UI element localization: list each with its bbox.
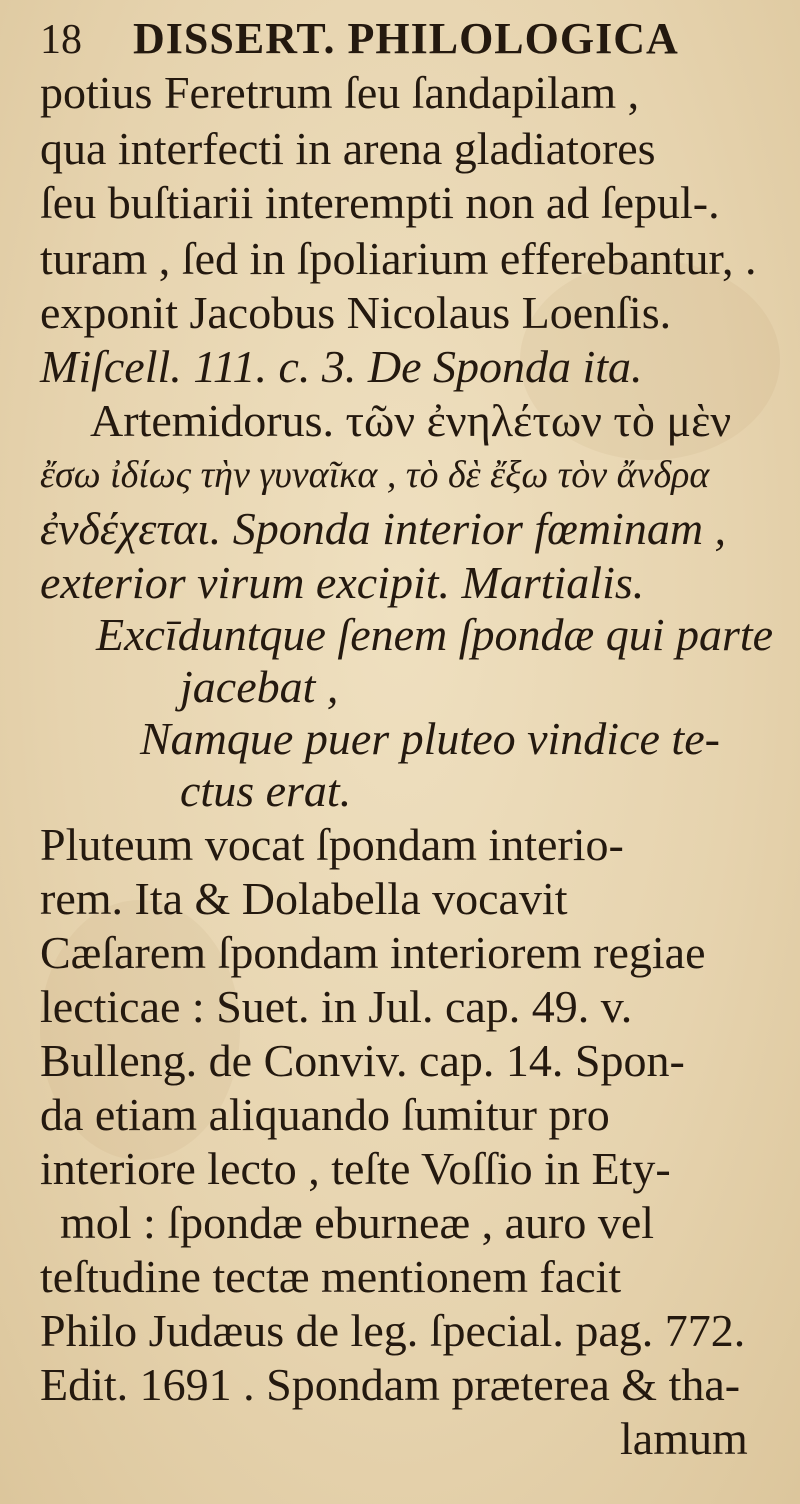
text-line: Miſcell. 111. c. 3. De Sponda ita. [40, 341, 643, 392]
text-line: Philo Judæus de leg. ſpecial. pag. 772. [40, 1305, 746, 1356]
text-line: lamum [620, 1413, 748, 1464]
text-line: ſeu buſtiarii interempti non ad ſepul-. [40, 177, 720, 228]
verse-line: Excīduntque ſenem ſpondæ qui parte [96, 609, 774, 660]
text-line: potius Feretrum ſeu ſandapilam , [40, 67, 640, 118]
text-line: ἐνδέχεται. Sponda interior fœminam , [40, 503, 727, 554]
verse-line: Namque puer pluteo vindice te- [140, 713, 720, 764]
running-title: DISSERT. PHILOLOGICA [133, 14, 679, 63]
text-line: exponit Jacobus Nicolaus Loenſis. [40, 287, 672, 338]
text-line: Edit. 1691 . Spondam præterea & tha- [40, 1359, 741, 1410]
text-line: Artemidorus. τῶν ἐνηλέτων τὸ μὲν [90, 395, 732, 446]
text-line: rem. Ita & Dolabella vocavit [40, 873, 568, 924]
text-line: Bulleng. de Conviv. cap. 14. Spon- [40, 1035, 685, 1086]
verse-line: ctus erat. [180, 765, 352, 816]
text-line: mol : ſpondæ eburneæ , auro vel [60, 1197, 655, 1248]
text-line: exterior virum excipit. Martialis. [40, 557, 645, 608]
page-number: 18 [40, 17, 82, 63]
text-line: Pluteum vocat ſpondam interio- [40, 819, 624, 870]
text-line: da etiam aliquando ſumitur pro [40, 1089, 610, 1140]
text-line: interiore lecto , teſte Voſſio in Ety- [40, 1143, 671, 1194]
text-line: teſtudine tectæ mentionem facit [40, 1251, 622, 1302]
text-line: turam , ſed in ſpoliarium efferebantur, . [40, 233, 757, 284]
verse-line: jacebat , [180, 661, 339, 712]
text-line: lecticae : Suet. in Jul. cap. 49. v. [40, 981, 633, 1032]
greek-line: ἔσω ἰδίως τὴν γυναῖκα , τὸ δὲ ἔξω τὸν ἄνδρα [40, 454, 710, 496]
page-header [40, 12, 679, 67]
text-line: Cæſarem ſpondam interiorem regiae [40, 927, 706, 978]
text-line: qua interfecti in arena gladiatores [40, 123, 656, 174]
